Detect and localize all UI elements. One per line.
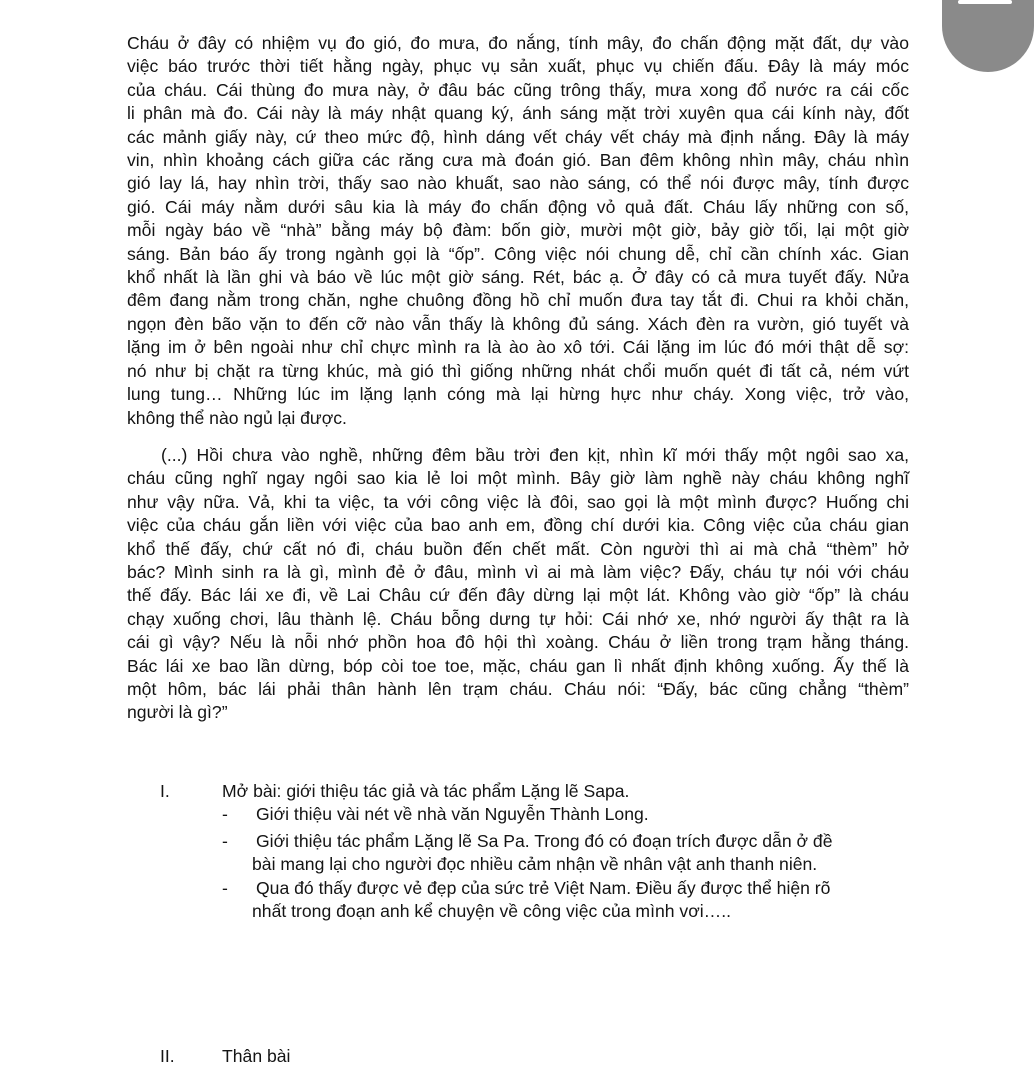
outline-bullet-continuation bbox=[0, 900, 1024, 923]
paragraph-line: một hôm, bác lái phải thân hành lên trạm cháu. Cháu nói: “Đấy, bác cũng chẳng “thèm” bbox=[127, 679, 909, 700]
bullet-text: Giới thiệu tác phẩm Lặng lẽ Sa Pa. Trong đó có đoạn trích được dẫn ở đề bbox=[256, 830, 833, 851]
outline-number: II. bbox=[160, 1046, 175, 1066]
paragraph-line: chạy xuống chơi, lâu thành lệ. Cháu bỗng dưng tự hỏi: Cái nhớ xe, nhớ người ấy thật ra là bbox=[127, 608, 909, 629]
outline-bullet-continuation bbox=[0, 853, 1024, 876]
paragraph-line: bác? Mình sinh ra là gì, mình đẻ ở đâu, mình vì ai mà làm việc? Đấy, cháu tự nói với cháu bbox=[127, 562, 909, 583]
paragraph-line: không thể nào ngủ lại được. bbox=[127, 407, 347, 428]
paragraph-line: lặng im ở bên ngoài như chỉ chực mình ra là ào ào xô tới. Cái lặng im lúc đó mới thật dễ sợ: bbox=[127, 337, 909, 358]
paragraph-line: gió lay lá, hay nhìn trời, thấy sao nào khuất, sao nào sáng, có thể nói được mây, tính được bbox=[127, 173, 909, 194]
paragraph-line: (...) Hồi chưa vào nghề, những đêm bầu trời đen kịt, nhìn kĩ mới thấy một ngôi sao xa, bbox=[161, 445, 909, 465]
paragraph-line: việc của cháu gắn liền với việc của bao anh em, đồng chí dưới kia. Công việc của cháu gian bbox=[127, 515, 909, 536]
paragraph-line: cái gì vậy? Nếu là nỗi nhớ phồn hoa đô hội thì xoàng. Cháu ở liền trong trạm hằng tháng. bbox=[127, 632, 909, 653]
paragraph-line: sáng. Bản báo ấy trong ngành gọi là “ốp”. Công việc nói chung dễ, chỉ cần chính xác. Gian bbox=[127, 243, 909, 264]
corner-notch bbox=[958, 0, 1012, 4]
paragraph-line: li phân mà đo. Cái này là máy nhật quang ký, ánh sáng mặt trời xuyên qua cái kính này, đốt bbox=[127, 103, 909, 124]
outline-section-1 bbox=[0, 780, 1024, 923]
bullet-text: bài mang lại cho người đọc nhiều cảm nhận về nhân vật anh thanh niên. bbox=[252, 854, 818, 875]
paragraph-line: thế đấy. Bác lái xe đi, về Lai Châu cứ đến đây dừng lại một lát. Không vào giờ “ốp” là cháu bbox=[127, 585, 909, 606]
paragraph-line: ngọn đèn bão vặn to đến cỡ nào vẫn thấy là không đủ sáng. Xách đèn ra vườn, gió tuyết và bbox=[127, 313, 909, 334]
outline-heading: Mở bài: giới thiệu tác giả và tác phẩm Lặng lẽ Sapa. bbox=[222, 781, 630, 801]
bullet-text: Giới thiệu vài nét về nhà văn Nguyễn Thành Long. bbox=[256, 804, 649, 825]
paragraph-1 bbox=[127, 32, 909, 430]
outline-bullet bbox=[0, 803, 1024, 826]
bullet-text: Qua đó thấy được vẻ đẹp của sức trẻ Việt Nam. Điều ấy được thể hiện rõ bbox=[256, 877, 831, 898]
bullet-dash: - bbox=[222, 877, 228, 898]
bullet-dash: - bbox=[222, 830, 228, 851]
outline-number: I. bbox=[160, 781, 170, 801]
paragraph-line: Bác lái xe bao lần dừng, bóp còi toe toe, mặc, cháu gan lì nhất định không xuống. Ấy thế là bbox=[127, 655, 909, 676]
paragraph-line: cháu cũng nghĩ ngay ngôi sao kia lẻ loi một mình. Bây giờ làm nghề này cháu không nghĩ bbox=[127, 468, 909, 489]
paragraph-line: khổ nhất là lần ghi và báo về lúc một giờ sáng. Rét, bác ạ. Ở đây có cả mưa tuyết đấy. Nửa bbox=[127, 267, 909, 288]
paragraph-line: gió. Cái máy nằm dưới sâu kia là máy đo chấn động vỏ quả đất. Cháu lấy những con số, bbox=[127, 196, 909, 217]
outline-bullet bbox=[0, 877, 1024, 900]
corner-overlay-shape bbox=[942, 0, 1034, 72]
paragraph-line: nó như bị chặt ra từng khúc, mà gió thì giống những nhát chổi muốn quét đi tất cả, ném vứt bbox=[127, 360, 909, 381]
outline-section-2-cut-off bbox=[160, 1046, 290, 1067]
paragraph-line: đêm đang nằm trong chăn, nghe chuông đồng hồ chỉ muốn đưa tay tắt đi. Chui ra khỏi chăn, bbox=[127, 290, 909, 311]
paragraph-line: người là gì?” bbox=[127, 702, 228, 723]
paragraph-line: lung tung… Những lúc im lặng lạnh cóng mà lại hừng hực như cháy. Xong việc, trở vào, bbox=[127, 384, 909, 405]
outline-heading-row bbox=[0, 780, 1024, 803]
bullet-text: nhất trong đoạn anh kể chuyện về công việc của mình vơi….. bbox=[252, 900, 732, 921]
paragraph-line: các mảnh giấy này, cứ theo mức độ, hình dáng vết cháy vết cháy mà định nắng. Đây là máy bbox=[127, 126, 909, 147]
paragraph-line: việc báo trước thời tiết hằng ngày, phục vụ sản xuất, phục vụ chiến đấu. Đây là máy móc bbox=[127, 56, 909, 77]
paragraph-line: Cháu ở đây có nhiệm vụ đo gió, đo mưa, đo nắng, tính mây, đo chấn động mặt đất, dự vào bbox=[127, 33, 909, 53]
paragraph-line: vin, nhìn khoảng cách giữa các răng cưa mà đoán gió. Ban đêm không nhìn mây, cháu nhìn bbox=[127, 150, 909, 171]
paragraph-line: khổ thế đấy, chứ cất nó đi, cháu buồn đến chết mất. Còn người thì ai mà chả “thèm” hở bbox=[127, 538, 909, 559]
paragraph-line: của cháu. Cái thùng đo mưa này, ở đâu bác cũng trông thấy, mưa xong đổ nước ra cái cốc bbox=[127, 79, 909, 100]
outline-bullet bbox=[0, 830, 1024, 853]
paragraph-line: mỗi ngày báo về “nhà” bằng máy bộ đàm: bốn giờ, mười một giờ, bảy giờ tối, lại một giờ bbox=[127, 220, 909, 241]
paragraph-2 bbox=[127, 444, 909, 725]
bullet-dash: - bbox=[222, 804, 228, 825]
paragraph-line: như vậy nữa. Vả, khi ta việc, ta với công việc là đôi, sao gọi là một mình được? Huống chi bbox=[127, 491, 909, 512]
outline-heading: Thân bài bbox=[222, 1046, 291, 1066]
